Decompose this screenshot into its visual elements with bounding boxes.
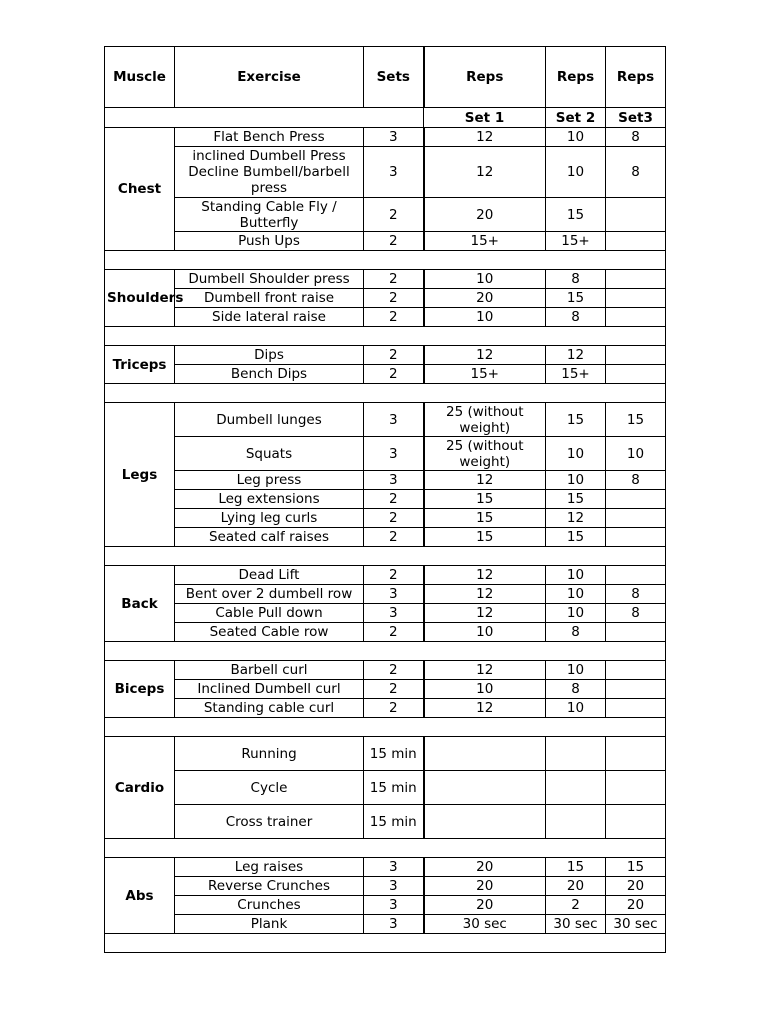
reps-set-2-cell: 15 [546, 490, 606, 509]
table-row [105, 566, 666, 585]
reps-set-3-cell [606, 232, 666, 251]
reps-set-1-cell: 12 [424, 661, 546, 680]
reps-set-2-cell: 20 [546, 877, 606, 896]
sets-cell: 2 [364, 623, 424, 642]
reps-set-3-cell [606, 490, 666, 509]
reps-set-1-cell: 15+ [424, 365, 546, 384]
reps-set-1-cell: 12 [424, 566, 546, 585]
exercise-cell: Standing Cable Fly / Butterfly [175, 198, 364, 232]
header-reps-2: Reps [546, 47, 606, 108]
reps-set-3-cell [606, 805, 666, 839]
reps-set-2-cell: 15+ [546, 232, 606, 251]
sets-cell: 3 [364, 877, 424, 896]
reps-set-2-cell: 10 [546, 566, 606, 585]
table-row [105, 128, 666, 147]
sets-cell: 3 [364, 585, 424, 604]
reps-set-3-cell: 15 [606, 858, 666, 877]
exercise-cell: Flat Bench Press [175, 128, 364, 147]
exercise-cell: Standing cable curl [175, 699, 364, 718]
exercise-cell: Barbell curl [175, 661, 364, 680]
reps-set-3-cell: 30 sec [606, 915, 666, 934]
header-exercise: Exercise [175, 47, 364, 108]
reps-set-2-cell: 10 [546, 661, 606, 680]
header-reps-1: Reps [424, 47, 546, 108]
muscle-group-cell: Triceps [105, 346, 175, 384]
spacer-cell [105, 718, 666, 737]
exercise-cell: Cycle [175, 771, 364, 805]
reps-set-2-cell: 15 [546, 403, 606, 437]
reps-set-1-cell [424, 805, 546, 839]
workout-table [104, 46, 666, 953]
header-spacer [105, 108, 424, 128]
table-row [105, 877, 666, 896]
reps-set-3-cell: 8 [606, 147, 666, 198]
reps-set-1-cell: 10 [424, 680, 546, 699]
reps-set-2-cell: 15 [546, 528, 606, 547]
spacer-row [105, 547, 666, 566]
reps-set-3-cell: 8 [606, 471, 666, 490]
reps-set-1-cell: 12 [424, 147, 546, 198]
reps-set-1-cell: 12 [424, 471, 546, 490]
table-row [105, 661, 666, 680]
reps-set-2-cell: 10 [546, 437, 606, 471]
reps-set-2-cell: 2 [546, 896, 606, 915]
sets-cell: 3 [364, 604, 424, 623]
reps-set-3-cell: 8 [606, 585, 666, 604]
reps-set-1-cell: 20 [424, 877, 546, 896]
muscle-group-cell: Cardio [105, 737, 175, 839]
sets-cell: 2 [364, 528, 424, 547]
reps-set-3-cell: 15 [606, 403, 666, 437]
table-row [105, 680, 666, 699]
reps-set-1-cell: 12 [424, 346, 546, 365]
exercise-cell: Leg extensions [175, 490, 364, 509]
table-row [105, 509, 666, 528]
reps-set-1-cell [424, 737, 546, 771]
reps-set-3-cell [606, 198, 666, 232]
sets-cell: 2 [364, 509, 424, 528]
sets-cell: 3 [364, 915, 424, 934]
exercise-cell: Plank [175, 915, 364, 934]
reps-set-2-cell: 30 sec [546, 915, 606, 934]
reps-set-3-cell [606, 270, 666, 289]
spacer-row [105, 251, 666, 270]
reps-set-3-cell [606, 308, 666, 327]
reps-set-2-cell: 15 [546, 858, 606, 877]
spacer-cell [105, 934, 666, 953]
reps-set-1-cell: 12 [424, 128, 546, 147]
table-row [105, 699, 666, 718]
sets-cell: 3 [364, 128, 424, 147]
sets-cell: 2 [364, 270, 424, 289]
sets-cell: 2 [364, 289, 424, 308]
exercise-cell: Lying leg curls [175, 509, 364, 528]
table-body [105, 128, 666, 953]
reps-set-1-cell: 15 [424, 528, 546, 547]
reps-set-1-cell: 20 [424, 896, 546, 915]
reps-set-1-cell: 12 [424, 585, 546, 604]
reps-set-2-cell: 8 [546, 680, 606, 699]
exercise-cell: Leg press [175, 471, 364, 490]
spacer-row [105, 642, 666, 661]
sets-cell: 2 [364, 661, 424, 680]
spacer-cell [105, 547, 666, 566]
header-set-3: Set3 [606, 108, 666, 128]
reps-set-1-cell: 25 (without weight) [424, 403, 546, 437]
reps-set-3-cell: 20 [606, 896, 666, 915]
table-row [105, 308, 666, 327]
reps-set-1-cell: 15 [424, 509, 546, 528]
reps-set-1-cell: 15+ [424, 232, 546, 251]
table-row [105, 604, 666, 623]
reps-set-1-cell: 10 [424, 623, 546, 642]
header-reps-3: Reps [606, 47, 666, 108]
reps-set-1-cell: 15 [424, 490, 546, 509]
spacer-row [105, 839, 666, 858]
sets-cell: 3 [364, 437, 424, 471]
sets-cell: 2 [364, 566, 424, 585]
reps-set-1-cell: 30 sec [424, 915, 546, 934]
reps-set-3-cell: 8 [606, 604, 666, 623]
spacer-row [105, 718, 666, 737]
table-row [105, 623, 666, 642]
sets-cell: 2 [364, 699, 424, 718]
exercise-cell: Inclined Dumbell curl [175, 680, 364, 699]
muscle-group-cell: Legs [105, 403, 175, 547]
reps-set-2-cell: 12 [546, 346, 606, 365]
sets-cell: 15 min [364, 771, 424, 805]
spacer-cell [105, 839, 666, 858]
reps-set-2-cell: 15 [546, 289, 606, 308]
table-row [105, 490, 666, 509]
sets-cell: 2 [364, 365, 424, 384]
table-row [105, 471, 666, 490]
reps-set-1-cell: 25 (without weight) [424, 437, 546, 471]
table-row [105, 437, 666, 471]
table-row [105, 403, 666, 437]
exercise-cell: Squats [175, 437, 364, 471]
reps-set-3-cell [606, 365, 666, 384]
sets-cell: 2 [364, 490, 424, 509]
reps-set-3-cell [606, 771, 666, 805]
table-row [105, 915, 666, 934]
reps-set-1-cell: 20 [424, 289, 546, 308]
sets-cell: 2 [364, 680, 424, 699]
exercise-cell: Cable Pull down [175, 604, 364, 623]
reps-set-1-cell: 10 [424, 270, 546, 289]
table-row [105, 771, 666, 805]
reps-set-1-cell [424, 771, 546, 805]
reps-set-3-cell [606, 289, 666, 308]
header-set-1: Set 1 [424, 108, 546, 128]
exercise-cell: Bent over 2 dumbell row [175, 585, 364, 604]
sets-cell: 3 [364, 403, 424, 437]
spacer-cell [105, 384, 666, 403]
reps-set-1-cell: 12 [424, 699, 546, 718]
muscle-group-cell: Biceps [105, 661, 175, 718]
reps-set-3-cell [606, 680, 666, 699]
reps-set-1-cell: 12 [424, 604, 546, 623]
sets-cell: 3 [364, 147, 424, 198]
reps-set-2-cell: 8 [546, 623, 606, 642]
exercise-cell: Dumbell Shoulder press [175, 270, 364, 289]
sets-cell: 15 min [364, 737, 424, 771]
exercise-cell: Crunches [175, 896, 364, 915]
table-row [105, 346, 666, 365]
table-row [105, 147, 666, 198]
spacer-cell [105, 327, 666, 346]
exercise-cell: Bench Dips [175, 365, 364, 384]
reps-set-2-cell: 15+ [546, 365, 606, 384]
sets-cell: 3 [364, 896, 424, 915]
reps-set-2-cell: 10 [546, 585, 606, 604]
spacer-row [105, 384, 666, 403]
table-row [105, 858, 666, 877]
exercise-cell: inclined Dumbell Press Decline Bumbell/barbell press [175, 147, 364, 198]
sets-cell: 2 [364, 308, 424, 327]
sets-cell: 15 min [364, 805, 424, 839]
reps-set-2-cell: 10 [546, 471, 606, 490]
reps-set-2-cell: 8 [546, 270, 606, 289]
table-row [105, 198, 666, 232]
reps-set-3-cell: 10 [606, 437, 666, 471]
reps-set-3-cell [606, 699, 666, 718]
reps-set-2-cell: 10 [546, 699, 606, 718]
reps-set-3-cell [606, 509, 666, 528]
muscle-group-cell: Back [105, 566, 175, 642]
reps-set-2-cell: 15 [546, 198, 606, 232]
reps-set-1-cell: 10 [424, 308, 546, 327]
muscle-group-cell: Shoulders [105, 270, 175, 327]
table-row [105, 805, 666, 839]
exercise-cell: Seated calf raises [175, 528, 364, 547]
exercise-cell: Dumbell front raise [175, 289, 364, 308]
header-muscle: Muscle [105, 47, 175, 108]
spacer-row [105, 327, 666, 346]
exercise-cell: Leg raises [175, 858, 364, 877]
reps-set-2-cell: 10 [546, 147, 606, 198]
table-row [105, 737, 666, 771]
reps-set-3-cell [606, 346, 666, 365]
spacer-row [105, 934, 666, 953]
table-row [105, 289, 666, 308]
reps-set-3-cell [606, 661, 666, 680]
exercise-cell: Dips [175, 346, 364, 365]
sets-cell: 2 [364, 198, 424, 232]
reps-set-3-cell [606, 528, 666, 547]
exercise-cell: Cross trainer [175, 805, 364, 839]
exercise-cell: Side lateral raise [175, 308, 364, 327]
exercise-cell: Dead Lift [175, 566, 364, 585]
exercise-cell: Running [175, 737, 364, 771]
reps-set-3-cell: 20 [606, 877, 666, 896]
exercise-cell: Seated Cable row [175, 623, 364, 642]
table-row [105, 896, 666, 915]
reps-set-2-cell: 10 [546, 128, 606, 147]
reps-set-2-cell [546, 737, 606, 771]
table-header [105, 47, 666, 128]
muscle-group-cell: Abs [105, 858, 175, 934]
header-sets: Sets [364, 47, 424, 108]
reps-set-2-cell: 10 [546, 604, 606, 623]
header-set-2: Set 2 [546, 108, 606, 128]
sets-cell: 3 [364, 471, 424, 490]
reps-set-2-cell [546, 805, 606, 839]
reps-set-3-cell [606, 566, 666, 585]
table-row [105, 528, 666, 547]
spacer-cell [105, 642, 666, 661]
reps-set-2-cell: 12 [546, 509, 606, 528]
reps-set-2-cell [546, 771, 606, 805]
exercise-cell: Push Ups [175, 232, 364, 251]
reps-set-3-cell [606, 737, 666, 771]
table-row [105, 585, 666, 604]
sets-cell: 2 [364, 232, 424, 251]
sets-cell: 3 [364, 858, 424, 877]
table-row [105, 365, 666, 384]
sets-cell: 2 [364, 346, 424, 365]
exercise-cell: Reverse Crunches [175, 877, 364, 896]
table-row [105, 232, 666, 251]
spacer-cell [105, 251, 666, 270]
reps-set-1-cell: 20 [424, 858, 546, 877]
reps-set-2-cell: 8 [546, 308, 606, 327]
reps-set-3-cell: 8 [606, 128, 666, 147]
table-row [105, 270, 666, 289]
muscle-group-cell: Chest [105, 128, 175, 251]
reps-set-1-cell: 20 [424, 198, 546, 232]
exercise-cell: Dumbell lunges [175, 403, 364, 437]
reps-set-3-cell [606, 623, 666, 642]
